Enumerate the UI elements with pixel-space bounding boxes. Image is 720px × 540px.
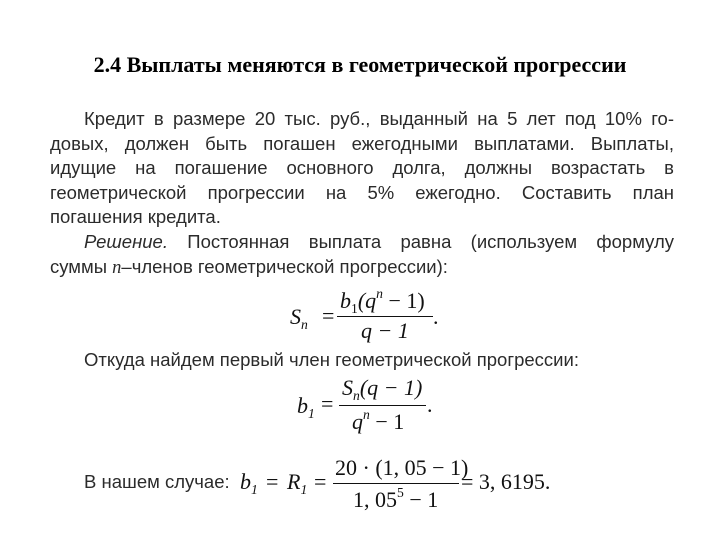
formula-our-case-denominator: 1, $05^5 - 1$: [353, 485, 439, 513]
formula-our-case-R1: $R_1$: [287, 469, 308, 497]
formula-first-term-numerator: $S_n(q - 1)$: [342, 375, 423, 403]
solution-line-2-b: –членов геометрической прогрессии):: [121, 255, 448, 277]
formula-first-term-denominator: $q^n - 1$: [352, 407, 405, 435]
formula-sum-eq: =: [322, 303, 335, 328]
formula-our-case-b1: $b_1$: [240, 469, 258, 497]
formula-first-term-eq: =: [321, 391, 334, 416]
solution-label: Решение.: [84, 230, 168, 252]
solution-line-1-text: Постоянная выплата равна (используем формулу: [187, 230, 675, 252]
page-title: 2.4 Выплаты меняются в геометрической прогрессии: [93, 52, 627, 77]
formula-our-case-eq2: =: [314, 469, 327, 494]
problem-line-1: Кредит в размере 20 тыс. руб., выданный на 5 лет под 10% го-: [84, 108, 674, 129]
problem-line-2: довых, должен быть погашен ежегодными выплатами. Выплаты,: [50, 132, 674, 154]
formula-our-case-eq1: =: [266, 469, 279, 494]
formula-sum-numerator: $b_1(q^n - 1)$: [340, 286, 425, 316]
problem-line-3: идущие на погашение основного долга, должны возрастать в: [50, 157, 674, 179]
formula-our-case-numerator: 20 · (1, 05 − 1): [335, 455, 469, 480]
text-find-first-term: Откуда найдем первый член геометрической прогрессии:: [84, 349, 579, 370]
formula-sum-denominator: q − 1: [361, 318, 409, 343]
formula-sum-period: .: [433, 304, 439, 329]
problem-line-4: геометрической прогрессии на 5% ежегодно. Составить план: [50, 181, 674, 203]
formula-first-term-lhs: $b_1$: [297, 393, 315, 421]
formula-first-term-period: .: [427, 392, 433, 417]
formula-our-case-result: = 3, 6195.: [461, 469, 551, 494]
variable-n: n: [112, 257, 122, 278]
solution-line-2-a: суммы: [50, 255, 113, 277]
text-our-case: В нашем случае:: [84, 471, 230, 492]
problem-line-5: погашения кредита.: [50, 206, 221, 228]
formula-sum-lhs: $S_n$: [290, 304, 308, 332]
